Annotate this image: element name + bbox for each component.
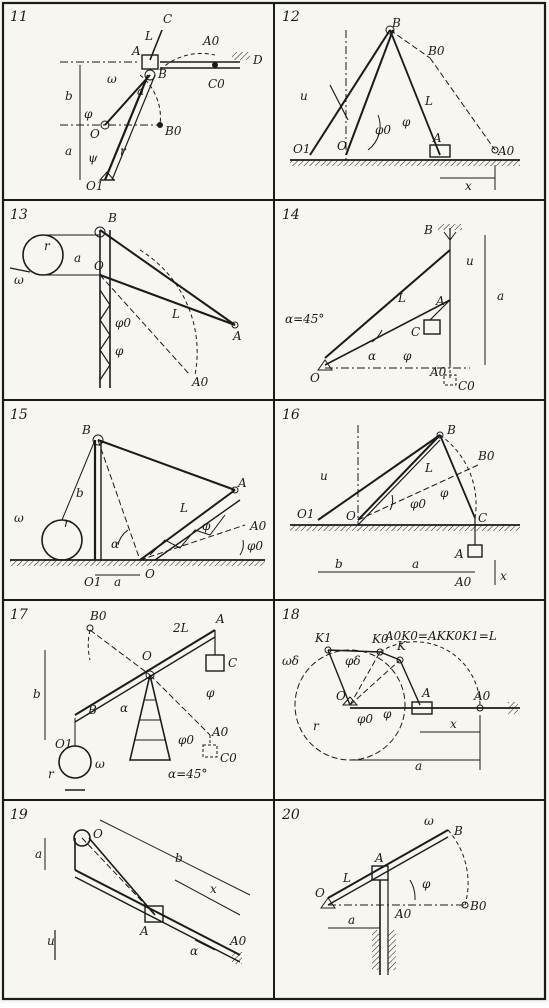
label: α=45° (168, 767, 208, 781)
label: b (335, 557, 343, 571)
label: x (500, 569, 507, 583)
label: ωδ (282, 654, 300, 668)
label: ω (95, 757, 105, 771)
label: O (90, 127, 100, 141)
label: u (47, 934, 55, 948)
label: L (343, 871, 351, 885)
labels-18 (282, 629, 497, 773)
label: C (163, 12, 173, 26)
label: O (310, 371, 320, 385)
label: A0 (212, 725, 229, 739)
label: L (172, 307, 180, 321)
label: r (120, 144, 126, 158)
labels-11 (65, 12, 263, 193)
label: A0 (395, 907, 412, 921)
label: A (433, 131, 442, 145)
label: a (137, 84, 145, 98)
label: a (348, 913, 356, 927)
labels-13 (14, 211, 242, 389)
label: r (44, 239, 50, 253)
label: K0 (372, 632, 389, 646)
label: a (497, 289, 505, 303)
label: A0 (455, 575, 472, 589)
label: r (48, 767, 54, 781)
label: a (65, 144, 73, 158)
label: φ (383, 707, 392, 721)
label: x (450, 717, 457, 731)
label: φ (206, 686, 215, 700)
label: B (454, 824, 463, 838)
problem-number: 19 (10, 807, 28, 823)
labels-20 (315, 814, 487, 927)
label: A0 (498, 144, 515, 158)
label: r (313, 719, 319, 733)
label: B0 (428, 44, 445, 58)
label: ω (14, 511, 24, 525)
problem-number: 17 (10, 607, 28, 623)
label: φ0 (247, 539, 264, 553)
label: a (74, 251, 82, 265)
labels-12 (293, 16, 515, 193)
label: O1 (297, 507, 315, 521)
label: φ0 (357, 712, 374, 726)
label: C (228, 656, 238, 670)
diagram-18 (295, 642, 520, 770)
label: B0 (90, 609, 107, 623)
label: A (436, 294, 445, 308)
label: L (425, 94, 433, 108)
labels-16 (297, 423, 507, 589)
grid-frame (3, 3, 545, 999)
label: B0 (165, 124, 182, 138)
label: B (392, 16, 401, 30)
label: O (145, 567, 155, 581)
label: C0 (208, 77, 225, 91)
label: B (88, 703, 97, 717)
label: ω (107, 72, 117, 86)
label: O1 (55, 737, 73, 751)
label: ψ (88, 151, 98, 165)
label: B0 (478, 449, 495, 463)
label: φ (115, 344, 124, 358)
label: A (140, 924, 149, 938)
label: α (190, 944, 199, 958)
label: B0 (470, 899, 487, 913)
problem-number: 12 (282, 9, 300, 25)
label: α=45° (285, 312, 325, 326)
label: b (33, 687, 41, 701)
label: A0 (192, 375, 209, 389)
label: a (35, 847, 43, 861)
label: O (346, 509, 356, 523)
label: b (65, 89, 73, 103)
problem-number: 11 (10, 9, 28, 25)
label: K (397, 639, 406, 653)
label: r (64, 516, 70, 530)
label: φ (84, 107, 93, 121)
label: φ (403, 349, 412, 363)
label: L (425, 461, 433, 475)
label: α (368, 349, 377, 363)
label: φ0 (410, 497, 427, 511)
label: C0 (458, 379, 475, 393)
label: a (412, 557, 420, 571)
label: u (300, 89, 308, 103)
label: C (411, 325, 421, 339)
label: b (175, 851, 183, 865)
label: u (466, 254, 474, 268)
label: x (210, 882, 217, 896)
problem-number: 15 (10, 407, 28, 423)
label: A (375, 851, 384, 865)
label: B (108, 211, 117, 225)
label: A0 (250, 519, 267, 533)
label: A0 (230, 934, 247, 948)
label: a (415, 759, 423, 773)
label: O (315, 886, 325, 900)
label: A0 (474, 689, 491, 703)
label: O1 (293, 142, 311, 156)
label: O (142, 649, 152, 663)
diagram-12 (290, 26, 520, 190)
label: C (478, 511, 488, 525)
label: K1 (315, 631, 332, 645)
label: O (336, 689, 346, 703)
problem-number: 13 (10, 207, 28, 223)
label: α (111, 537, 120, 551)
label: φ0 (178, 733, 195, 747)
diagram-19 (45, 820, 250, 964)
label: b (76, 486, 84, 500)
label: a (114, 575, 122, 589)
problem-number: 18 (282, 607, 300, 623)
problem-number: 20 (282, 807, 300, 823)
problem-numbers (10, 9, 300, 823)
label: C0 (220, 751, 237, 765)
label: L (180, 501, 188, 515)
problem-number: 16 (282, 407, 300, 423)
label: O (337, 139, 347, 153)
label: x (465, 179, 472, 193)
label: A (216, 612, 225, 626)
label: O (94, 259, 104, 273)
label: φδ (345, 654, 361, 668)
label: φ0 (115, 316, 132, 330)
label: A0 (203, 34, 220, 48)
label: O1 (86, 179, 104, 193)
label: u (320, 469, 328, 483)
label: A (422, 686, 431, 700)
label: O1 (84, 575, 102, 589)
diagram-17 (45, 625, 224, 790)
label: B (447, 423, 456, 437)
diagram-15 (10, 435, 265, 575)
problem-number: 14 (282, 207, 300, 223)
label: φ (422, 877, 431, 891)
label: A (455, 547, 464, 561)
diagram-20 (321, 830, 468, 975)
label: A0 (430, 365, 447, 379)
label: φ0 (375, 123, 392, 137)
label: A (238, 476, 247, 490)
label: 2L (173, 621, 189, 635)
label: B (158, 67, 167, 81)
label: L (398, 291, 406, 305)
label: φ (440, 486, 449, 500)
label: ω (424, 814, 434, 828)
labels-19 (35, 827, 247, 958)
label: B (424, 223, 433, 237)
label: A (233, 329, 242, 343)
label: B (82, 423, 91, 437)
label: O (93, 827, 103, 841)
label: φ (402, 115, 411, 129)
label: A (132, 44, 141, 58)
label: φ (202, 519, 211, 533)
label: A0K0=AKK0K1=L (385, 629, 497, 643)
label: D (253, 53, 263, 67)
label: L (145, 29, 153, 43)
label: α (120, 701, 129, 715)
label: ω (14, 273, 24, 287)
